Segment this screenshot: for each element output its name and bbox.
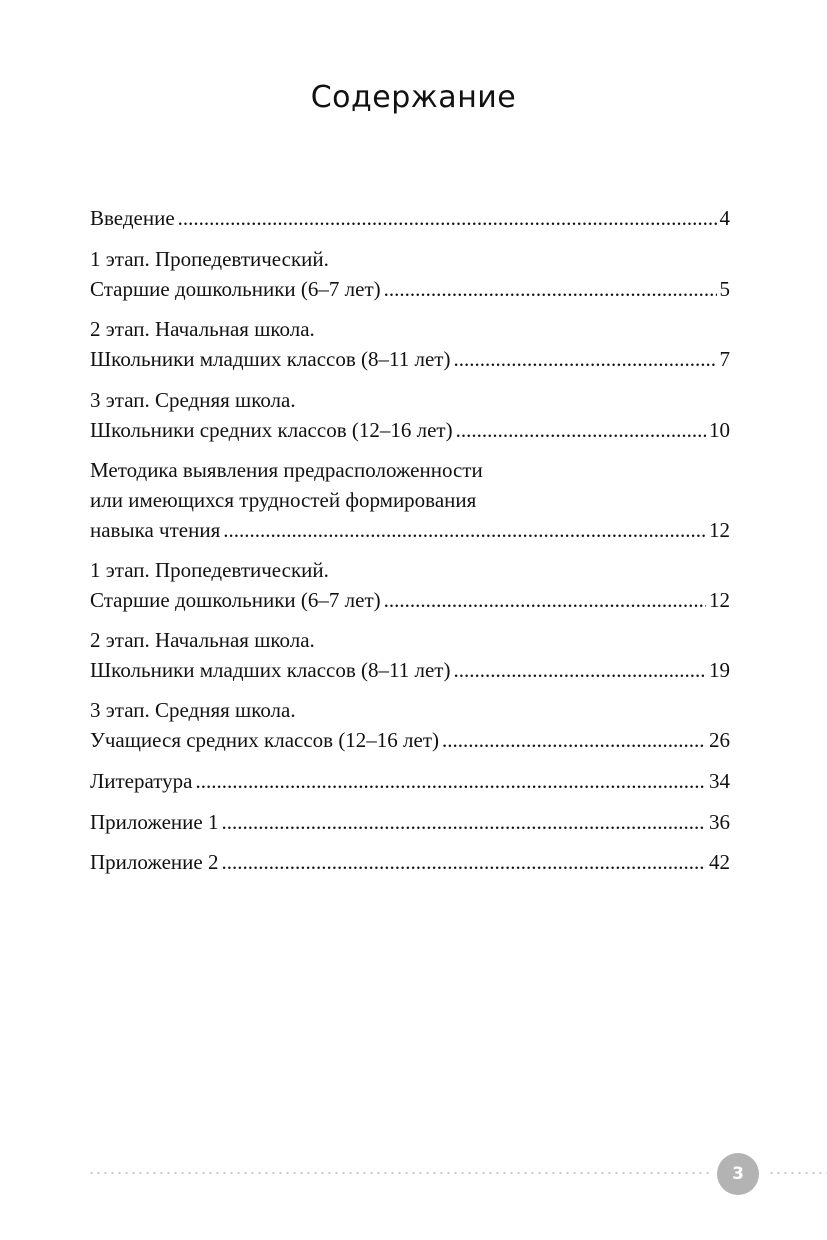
toc-entry-subtitle: Школьники младших классов (8–11 лет): [90, 658, 451, 682]
dot-leader: [223, 515, 706, 545]
toc-entry-stage2-primary[interactable]: [90, 314, 730, 374]
toc-entry-title: 2 этап. Начальная школа.: [90, 628, 315, 652]
toc-entry-title: 3 этап. Средняя школа.: [90, 388, 296, 412]
toc-entry-title: 1 этап. Пропедевтический.: [90, 247, 329, 271]
toc-entry-appendix-2[interactable]: [90, 847, 730, 877]
toc-entry-subtitle: Старшие дошкольники (6–7 лет): [90, 588, 381, 612]
toc-page-number: 19: [709, 658, 730, 682]
toc-entry-stage1-preschool[interactable]: [90, 244, 730, 304]
toc-page-number: 42: [709, 850, 730, 874]
dot-leader: [456, 415, 706, 445]
toc-entry-title-cont: или имеющихся трудностей формирования: [90, 488, 477, 512]
toc-entry-title: Введение: [90, 206, 175, 230]
footer-dotted-rule: [768, 1172, 827, 1174]
toc-entry-method-stage1[interactable]: [90, 555, 730, 615]
toc-page-number: 7: [719, 347, 730, 371]
toc-entry-subtitle: навыка чтения: [90, 518, 221, 542]
toc-entry-title: Приложение 2: [90, 850, 219, 874]
toc-entry-appendix-1[interactable]: [90, 807, 730, 837]
toc-entry-method-stage3[interactable]: [90, 695, 730, 755]
dot-leader: [453, 655, 706, 685]
dot-leader: [195, 766, 706, 796]
dot-leader: [453, 344, 716, 374]
dot-leader: [384, 585, 706, 615]
toc-entry-title: 3 этап. Средняя школа.: [90, 698, 296, 722]
toc-entry-title: Приложение 1: [90, 810, 219, 834]
page-number-badge: 3: [717, 1153, 759, 1195]
toc-page-number: 26: [709, 728, 730, 752]
toc-entry-subtitle: Школьники младших классов (8–11 лет): [90, 347, 451, 371]
toc-entry-title: Методика выявления предрасположенности: [90, 458, 483, 482]
footer-dotted-rule: [88, 1172, 710, 1174]
toc-entry-methodology[interactable]: [90, 455, 730, 545]
dot-leader: [221, 847, 706, 877]
toc-page-number: 4: [719, 206, 730, 230]
toc-page-number: 12: [709, 588, 730, 612]
dot-leader: [178, 203, 717, 233]
toc-entry-title: 2 этап. Начальная школа.: [90, 317, 315, 341]
toc-page-number: 34: [709, 769, 730, 793]
toc-entry-method-stage2[interactable]: [90, 625, 730, 685]
toc-page-number: 5: [719, 277, 730, 301]
page-title: Содержание: [310, 80, 517, 115]
toc-entry-subtitle: Старшие дошкольники (6–7 лет): [90, 277, 381, 301]
toc-entry-subtitle: Учащиеся средних классов (12–16 лет): [90, 728, 440, 752]
toc-page-number: 12: [709, 518, 730, 542]
toc-entry-stage3-secondary[interactable]: [90, 385, 730, 445]
toc-page-number: 36: [709, 810, 730, 834]
toc-entry-introduction[interactable]: [90, 203, 730, 233]
dot-leader: [384, 274, 717, 304]
toc-entry-literature[interactable]: [90, 766, 730, 796]
toc-entry-subtitle: Школьники средних классов (12–16 лет): [90, 418, 453, 442]
dot-leader: [442, 725, 706, 755]
dot-leader: [221, 807, 706, 837]
toc-page-number: 10: [709, 418, 730, 442]
toc-entry-title: Литература: [90, 769, 193, 793]
toc-entry-title: 1 этап. Пропедевтический.: [90, 558, 329, 582]
